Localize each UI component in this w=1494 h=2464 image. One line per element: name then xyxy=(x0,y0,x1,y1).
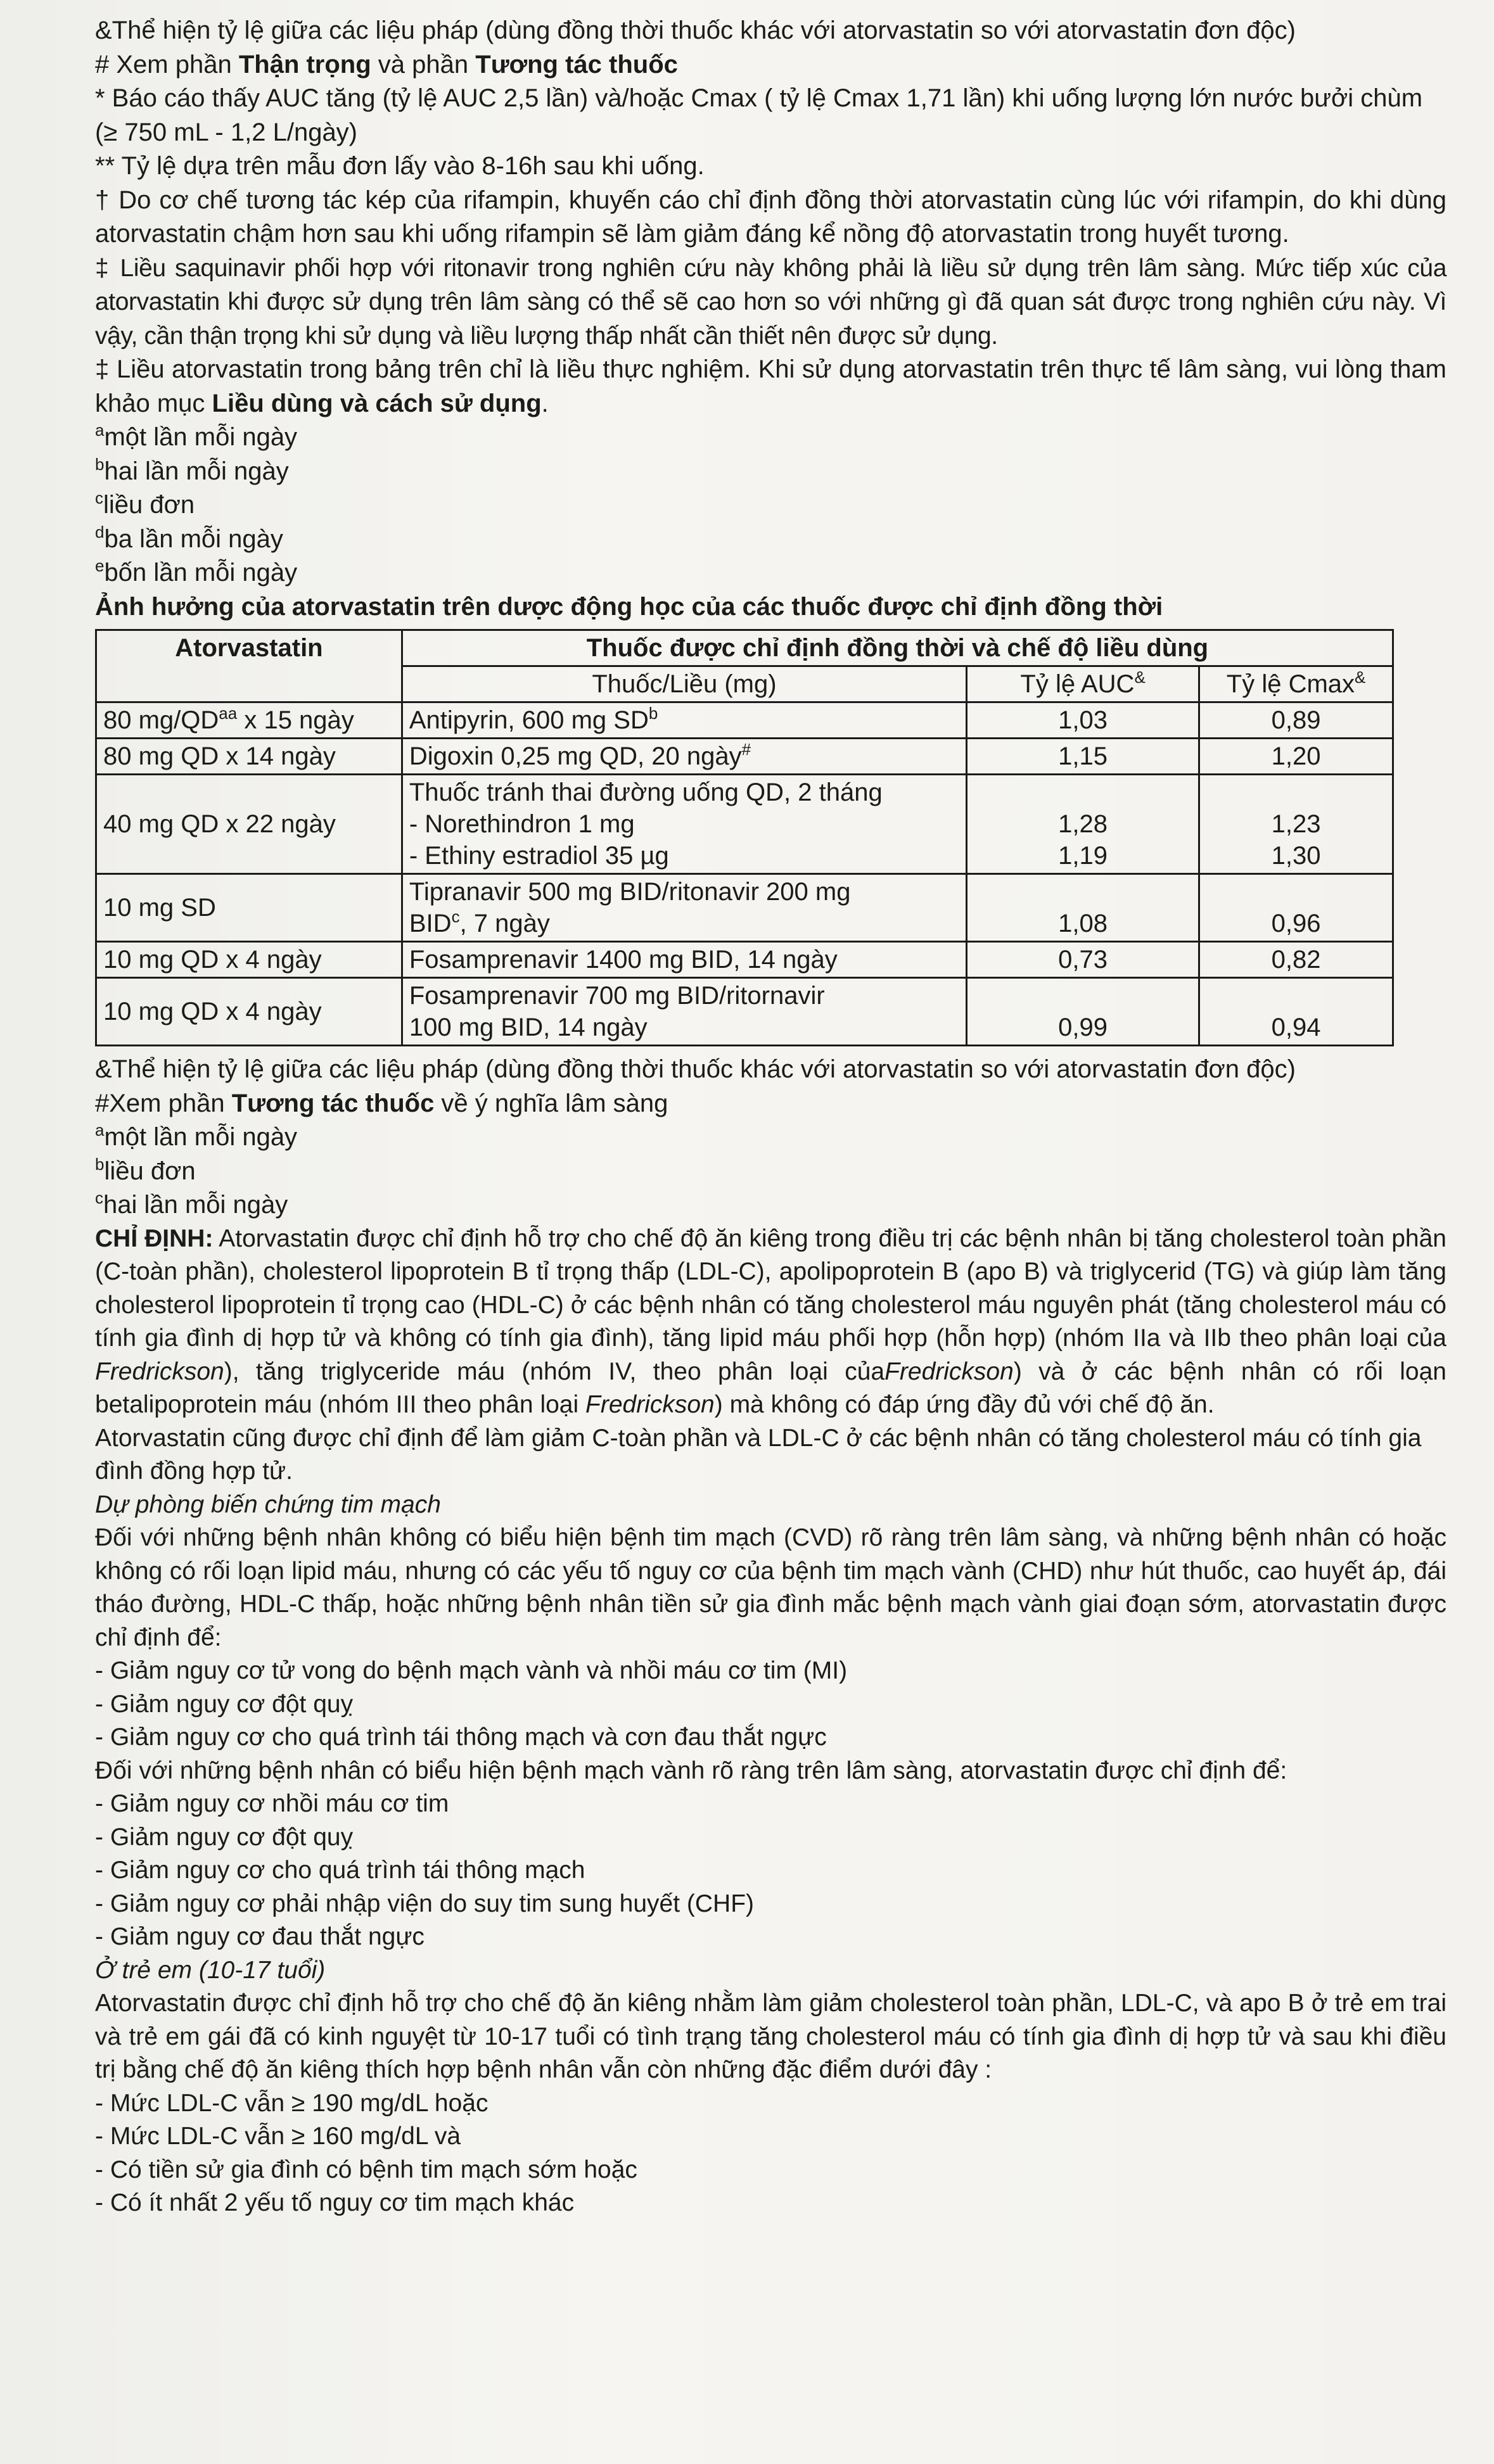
footnote-dose-note: ‡ Liều atorvastatin trong bảng trên chỉ là liều thực nghiệm. Khi sử dụng atorvastatin trên thực tế lâm sàng, vui lòng tham khảo mục Liều dùng và cách sử dụng. xyxy=(95,355,1446,417)
pediatric-paragraph: Atorvastatin được chỉ định hỗ trợ cho chế độ ăn kiêng nhằm làm giảm cholesterol toàn phần, LDL-C, và apo B ở trẻ em trai và trẻ em gái đã có kinh nguyệt từ 10-17 tuổi có tình trạng tăng cholesterol máu có tính gia đình dị hợp tử và sau khi điều trị bằng chế độ ăn kiêng thích hợp bệnh nhân vẫn còn những đặc điểm dưới đây : xyxy=(95,1990,1446,2083)
cell-drug: Fosamprenavir 700 mg BID/ritornavir 100 mg BID, 14 ngày xyxy=(402,978,966,1046)
footnote-sampling: ** Tỷ lệ dựa trên mẫu đơn lấy vào 8-16h sau khi uống. xyxy=(95,152,705,180)
cvd-list xyxy=(95,1654,1446,1755)
list-item: - Có ít nhất 2 yếu tố nguy cơ tim mạch khác xyxy=(95,2189,575,2216)
cell-atorva-dose: 80 mg QD x 14 ngày xyxy=(96,739,402,775)
footnote-saquinavir: ‡ Liều saquinavir phối hợp với ritonavir trong nghiên cứu này không phải là liều sử dụng trên lâm sàng. Mức tiếp xúc của atorvastatin khi được sử dụng trên lâm sàng có thể sẽ cao hơn so với những gì đã quan sát được trong nghiên cứu này. Vì vậy, cần thận trọng khi sử dụng và liều lượng thấp nhất cần thiết nên được sử dụng. xyxy=(95,254,1446,350)
footnote-c: $^c$liều đơn xyxy=(95,488,195,519)
cell-drug: Tipranavir 500 mg BID/ritonavir 200 mg BID$^c$, 7 ngày xyxy=(402,874,966,942)
footnote-rifampin: † Do cơ chế tương tác kép của rifampin, khuyến cáo chỉ định đồng thời atorvastatin cùng lúc với rifampin, do khi dùng atorvastatin chậm hơn sau khi uống rifampin sẽ làm giảm đáng kể nồng độ atorvastatin trong huyết tương. xyxy=(95,186,1446,248)
chd-paragraph: Đối với những bệnh nhân có biểu hiện bệnh mạch vành rõ ràng trên lâm sàng, atorvastatin được chỉ định để: xyxy=(95,1756,1287,1784)
cvd-prevention-title: Dự phòng biến chứng tim mạch xyxy=(95,1490,441,1518)
list-item: - Giảm nguy cơ cho quá trình tái thông mạch và cơn đau thắt ngực xyxy=(95,1724,827,1751)
indications-paragraph-1: CHỈ ĐỊNH: Atorvastatin được chỉ định hỗ trợ cho chế độ ăn kiêng trong điều trị các bệnh nhân bị tăng cholesterol toàn phần (C-toàn phần), cholesterol lipoprotein B tỉ trọng thấp (LDL-C), apolipoprotein B (apo B) và triglycerid (TG) và giúp làm tăng cholesterol lipoprotein tỉ trọng cao (HDL-C) ở các bệnh nhân có tăng cholesterol máu nguyên phát (tăng cholesterol máu có tính gia đình dị hợp tử và không có tính gia đình), tăng lipid máu phối hợp (hỗn hợp) (nhóm IIa và IIb theo phân loại của Fredrickson), tăng triglyceride máu (nhóm IV, theo phân loại củaFredrickson) và ở các bệnh nhân có rối loạn betalipoprotein máu (nhóm III theo phân loại Fredrickson) mà không có đáp ứng đầy đủ với chế độ ăn. xyxy=(95,1224,1446,1418)
footnote-see-sections: # Xem phần Thận trọng và phần Tương tác thuốc xyxy=(95,50,678,79)
footnote-c-2: $^c$hai lần mỗi ngày xyxy=(95,1188,288,1219)
cell-auc: 1,28 1,19 xyxy=(967,775,1199,874)
cell-cmax: 0,94 xyxy=(1199,978,1393,1046)
list-item: - Có tiền sử gia đình có bệnh tim mạch sớm hoặc xyxy=(95,2156,637,2183)
indications-section xyxy=(95,1222,1446,2220)
chd-list xyxy=(95,1788,1446,1954)
col-header-drug: Thuốc/Liều (mg) xyxy=(402,666,966,702)
table-row xyxy=(96,942,1393,978)
list-item: - Giảm nguy cơ đột quỵ xyxy=(95,1823,354,1851)
cell-drug: Antipyrin, 600 mg $SD^b$ xyxy=(402,702,966,739)
cell-auc: 1,08 xyxy=(967,874,1199,942)
list-item: - Giảm nguy cơ đau thắt ngực xyxy=(95,1923,425,1950)
footnote-see-interaction: #Xem phần Tương tác thuốc về ý nghĩa lâm sàng xyxy=(95,1089,668,1117)
pediatric-title: Ở trẻ em (10-17 tuổi) xyxy=(95,1956,326,1984)
cell-atorva-dose: 40 mg QD x 22 ngày xyxy=(96,775,402,874)
cell-auc: 0,73 xyxy=(967,942,1199,978)
list-item: - Giảm nguy cơ tử vong do bệnh mạch vành và nhồi máu cơ tim (MI) xyxy=(95,1657,848,1684)
list-item: - Giảm nguy cơ đột quỵ xyxy=(95,1690,354,1718)
footnotes-table xyxy=(95,1053,1446,1222)
list-item: - Mức LDL-C vẫn ≥ 160 mg/dL và xyxy=(95,2123,461,2150)
cell-cmax: 1,20 xyxy=(1199,739,1393,775)
table-title: Ảnh hưởng của atorvastatin trên dược động học của các thuốc được chỉ định đồng thời xyxy=(95,592,1163,621)
cell-drug: Digoxin 0,25 mg QD, 20 ngày# xyxy=(402,739,966,775)
footnote-d: $^d$ba lần mỗi ngày xyxy=(95,522,283,553)
cell-drug: Thuốc tránh thai đường uống QD, 2 tháng - Norethindron 1 mg - Ethiny estradiol 35 µg xyxy=(402,775,966,874)
cell-cmax: 0,96 xyxy=(1199,874,1393,942)
col-header-atorvastatin: Atorvastatin xyxy=(96,630,402,702)
cell-cmax: 0,89 xyxy=(1199,702,1393,739)
footnote-ratio: &Thể hiện tỷ lệ giữa các liệu pháp (dùng đồng thời thuốc khác với atorvastatin so với atorvastatin đơn độc) xyxy=(95,16,1296,44)
list-item: - Giảm nguy cơ cho quá trình tái thông mạch xyxy=(95,1857,585,1884)
indications-label: CHỈ ĐỊNH: xyxy=(95,1224,214,1252)
list-item: - Giảm nguy cơ nhồi máu cơ tim xyxy=(95,1790,449,1817)
cell-auc: 1,03 xyxy=(967,702,1199,739)
list-item: - Mức LDL-C vẫn ≥ 190 mg/dL hoặc xyxy=(95,2089,488,2117)
cell-cmax: 0,82 xyxy=(1199,942,1393,978)
pediatric-list xyxy=(95,2087,1446,2220)
cell-auc: 0,99 xyxy=(967,978,1199,1046)
interaction-table xyxy=(95,629,1394,1046)
footnote-a: $^a$một lần mỗi ngày xyxy=(95,421,298,451)
footnote-a-2: $^a$một lần mỗi ngày xyxy=(95,1121,298,1151)
list-item: - Giảm nguy cơ phải nhập viện do suy tim sung huyết (CHF) xyxy=(95,1889,755,1917)
cell-atorva-dose: 10 mg QD x 4 ngày xyxy=(96,978,402,1046)
footnote-b-2: $^b$liều đơn xyxy=(95,1154,196,1185)
footnote-e: $^e$bốn lần mỗi ngày xyxy=(95,556,298,587)
table-row xyxy=(96,775,1393,874)
table-row xyxy=(96,874,1393,942)
cell-atorva-dose: 10 mg QD x 4 ngày xyxy=(96,942,402,978)
footnote-grapefruit: * Báo cáo thấy AUC tăng (tỷ lệ AUC 2,5 lần) và/hoặc Cmax ( tỷ lệ Cmax 1,71 lần) khi uống lượng lớn nước bưởi chùm (≥ 750 mL - 1,2 L/ngày) xyxy=(95,84,1423,146)
col-header-auc: Tỷ lệ AUC& xyxy=(967,666,1199,702)
footnote-b: $^b$hai lần mỗi ngày xyxy=(95,454,289,485)
table-header-row xyxy=(96,630,1393,666)
col-header-cmax: Tỷ lệ Cmax& xyxy=(1199,666,1393,702)
cell-atorva-dose: 80 $mg/QD^{aa}$ x 15 ngày xyxy=(96,702,402,739)
cell-atorva-dose: 10 mg SD xyxy=(96,874,402,942)
cell-cmax: 1,23 1,30 xyxy=(1199,775,1393,874)
footnotes-top xyxy=(95,14,1446,590)
cell-drug: Fosamprenavir 1400 mg BID, 14 ngày xyxy=(402,942,966,978)
footnote-ratio-2: &Thể hiện tỷ lệ giữa các liệu pháp (dùng đồng thời thuốc khác với atorvastatin so với atorvastatin đơn độc) xyxy=(95,1055,1296,1083)
cvd-paragraph: Đối với những bệnh nhân không có biểu hiện bệnh tim mạch (CVD) rõ ràng trên lâm sàng, và những bệnh nhân có hoặc không có rối loạn lipid máu, nhưng có các yếu tố nguy cơ của bệnh tim mạch vành (CHD) như hút thuốc, cao huyết áp, đái tháo đường, HDL-C thấp, hoặc những bệnh nhân tiền sử gia đình mắc bệnh mạch vành giai đoạn sớm, atorvastatin được chỉ định để: xyxy=(95,1524,1446,1651)
table-row xyxy=(96,978,1393,1046)
indications-paragraph-2: Atorvastatin cũng được chỉ định để làm giảm C-toàn phần và LDL-C ở các bệnh nhân có tăng cholesterol máu có tính gia đình đồng hợp tử. xyxy=(95,1424,1422,1485)
table-row xyxy=(96,739,1393,775)
cell-auc: 1,15 xyxy=(967,739,1199,775)
col-header-group: Thuốc được chỉ định đồng thời và chế độ liều dùng xyxy=(402,630,1393,666)
table-row xyxy=(96,702,1393,739)
